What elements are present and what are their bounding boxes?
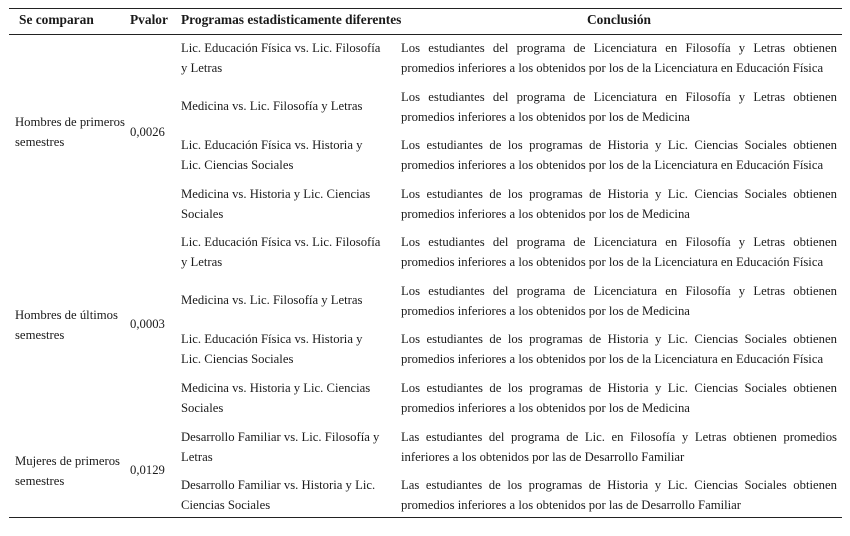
row-conclusion: Los estudiantes de los programas de Historia y Lic. Ciencias Sociales obtienen promedios inferiores a los obtenidos por los de Medicina	[401, 187, 837, 221]
row-programs: Medicina vs. Lic. Filosofía y Letras	[181, 99, 363, 113]
row-conclusion: Los estudiantes del programa de Licenciatura en Filosofía y Letras obtienen promedios inferiores a los obtenidos por los de Medicina	[401, 90, 837, 124]
row-conclusion: Los estudiantes del programa de Licenciatura en Filosofía y Letras obtienen promedios inferiores a los obtenidos por los de Medicina	[401, 284, 837, 318]
header-conclusion: Conclusión	[587, 12, 651, 27]
row-programs: Desarrollo Familiar vs. Historia y Lic. Ciencias Sociales	[181, 478, 376, 512]
row-programs: Lic. Educación Física vs. Lic. Filosofía y Letras	[181, 235, 381, 269]
row-conclusion: Las estudiantes de los programas de Historia y Lic. Ciencias Sociales obtienen promedios inferiores a los obtenidos por las de Desarrollo Familiar	[401, 478, 837, 512]
row-programs: Lic. Educación Física vs. Historia y Lic. Ciencias Sociales	[181, 332, 363, 366]
row-programs: Lic. Educación Física vs. Historia y Lic. Ciencias Sociales	[181, 138, 363, 172]
row-conclusion: Los estudiantes de los programas de Historia y Lic. Ciencias Sociales obtienen promedios inferiores a los obtenidos por los de la Licenciatura en Educación Física	[401, 332, 837, 366]
header-rule	[9, 34, 842, 35]
group-pvalue: 0,0129	[130, 463, 165, 477]
row-programs: Medicina vs. Historia y Lic. Ciencias Sociales	[181, 187, 371, 221]
row-programs: Lic. Educación Física vs. Lic. Filosofía y Letras	[181, 41, 381, 75]
header-programs: Programas estadisticamente diferentes	[181, 12, 402, 27]
bottom-rule	[9, 517, 842, 518]
group-pvalue: 0,0026	[130, 125, 165, 139]
header-compare: Se comparan	[19, 12, 94, 27]
row-programs: Medicina vs. Lic. Filosofía y Letras	[181, 293, 363, 307]
group-pvalue: 0,0003	[130, 317, 165, 331]
row-conclusion: Los estudiantes de los programas de Historia y Lic. Ciencias Sociales obtienen promedios inferiores a los obtenidos por los de Medicina	[401, 381, 837, 415]
row-programs: Medicina vs. Historia y Lic. Ciencias Sociales	[181, 381, 371, 415]
top-rule	[9, 8, 842, 9]
row-conclusion: Los estudiantes del programa de Licenciatura en Filosofía y Letras obtienen promedios inferiores a los obtenidos por los de la Licenciatura en Educación Física	[401, 235, 837, 269]
group-label: Mujeres de primeros semestres	[15, 454, 120, 488]
row-conclusion: Las estudiantes del programa de Lic. en Filosofía y Letras obtienen promedios inferiores a los obtenidos por las de Desarrollo Familiar	[401, 430, 837, 464]
group-label: Hombres de primeros semestres	[15, 115, 125, 149]
row-conclusion: Los estudiantes de los programas de Historia y Lic. Ciencias Sociales obtienen promedios inferiores a los obtenidos por los de la Licenciatura en Educación Física	[401, 138, 837, 172]
group-label: Hombres de últimos semestres	[15, 308, 118, 342]
row-conclusion: Los estudiantes del programa de Licenciatura en Filosofía y Letras obtienen promedios inferiores a los obtenidos por los de la Licenciatura en Educación Física	[401, 41, 837, 75]
row-programs: Desarrollo Familiar vs. Lic. Filosofía y Letras	[181, 430, 380, 464]
header-pvalue: Pvalor	[130, 12, 168, 27]
